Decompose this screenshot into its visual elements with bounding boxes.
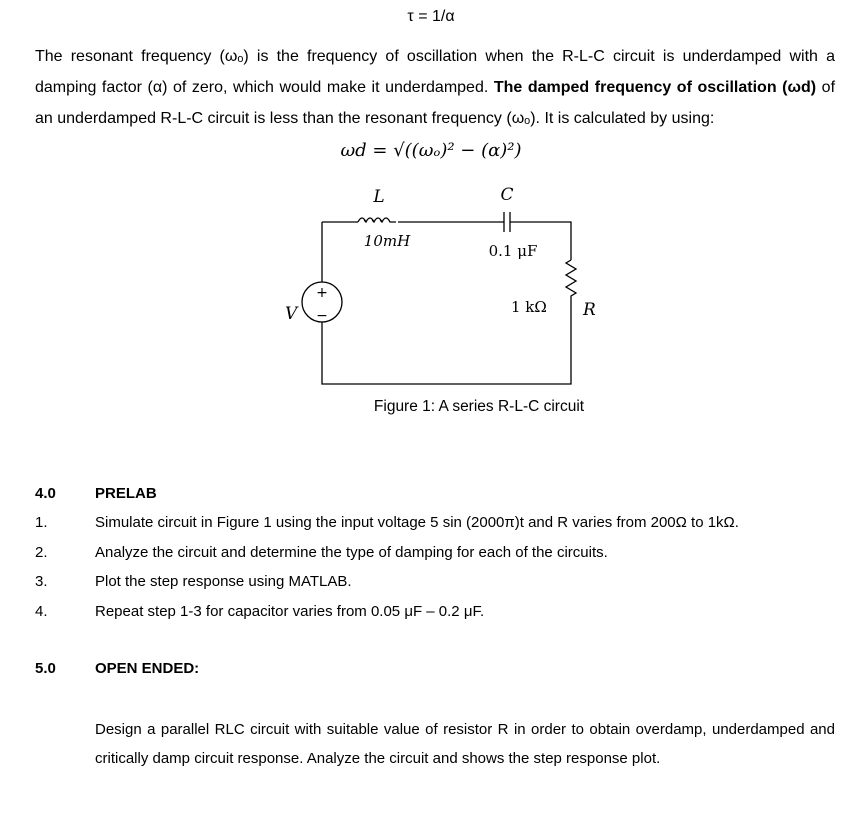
figure-caption: Figure 1: A series R-L-C circuit — [373, 398, 585, 415]
step-text-3: Plot the step response using MATLAB. — [95, 573, 352, 590]
paragraph-bold-text: The damped frequency of oscillation (ωd) — [493, 79, 817, 96]
capacitor-label: C — [500, 185, 514, 205]
step-number-2: 2. — [35, 544, 48, 561]
inductor-value: 10mH — [363, 232, 411, 250]
capacitor-symbol — [504, 212, 510, 232]
resistor-value: 1 kΩ — [511, 298, 547, 316]
damped-frequency-formula: ωd = √((ωₒ)² − (α)²) — [340, 140, 522, 161]
capacitor-value: 0.1 μF — [488, 242, 538, 260]
inductor-label: L — [373, 187, 385, 207]
step-number-1: 1. — [35, 514, 48, 531]
open-ended-number: 5.0 — [35, 660, 56, 677]
rlc-circuit-diagram — [255, 178, 615, 390]
open-ended-text: Design a parallel RLC circuit with suitable value of resistor R in order to obtain overdamp, underdamped and critically damp circuit response. Analyze the circuit and shows the step response plot. — [95, 721, 835, 767]
prelab-title: PRELAB — [95, 485, 157, 502]
source-plus: + — [316, 285, 328, 301]
step-text-1: Simulate circuit in Figure 1 using the input voltage 5 sin (2000π)t and R varies from 200Ω to 1kΩ. — [95, 514, 739, 531]
source-label: V — [285, 304, 298, 324]
paragraph-text-1: The resonant frequency (ωₒ) is the frequency of oscillation when the R-L-C circuit is underdamped with a damping factor (α) of zero, which would make it underdamped. — [35, 48, 835, 96]
tau-equation: τ = 1/α — [407, 8, 455, 25]
step-text-4: Repeat step 1-3 for capacitor varies from 0.05 μF – 0.2 μF. — [95, 603, 485, 620]
step-number-3: 3. — [35, 573, 48, 590]
open-ended-title: OPEN ENDED: — [95, 660, 200, 677]
inductor-symbol — [358, 218, 396, 222]
source-minus: − — [316, 308, 328, 324]
step-text-2: Analyze the circuit and determine the type of damping for each of the circuits. — [95, 544, 608, 561]
resistor-symbol — [566, 260, 576, 298]
paragraph-text-2: of an underdamped R-L-C circuit is less than the resonant frequency (ωₒ). It is calculated by using: — [35, 79, 836, 127]
prelab-number: 4.0 — [35, 485, 56, 502]
step-number-4: 4. — [35, 603, 48, 620]
resonant-frequency-paragraph — [35, 41, 835, 134]
resistor-label: R — [583, 300, 596, 320]
